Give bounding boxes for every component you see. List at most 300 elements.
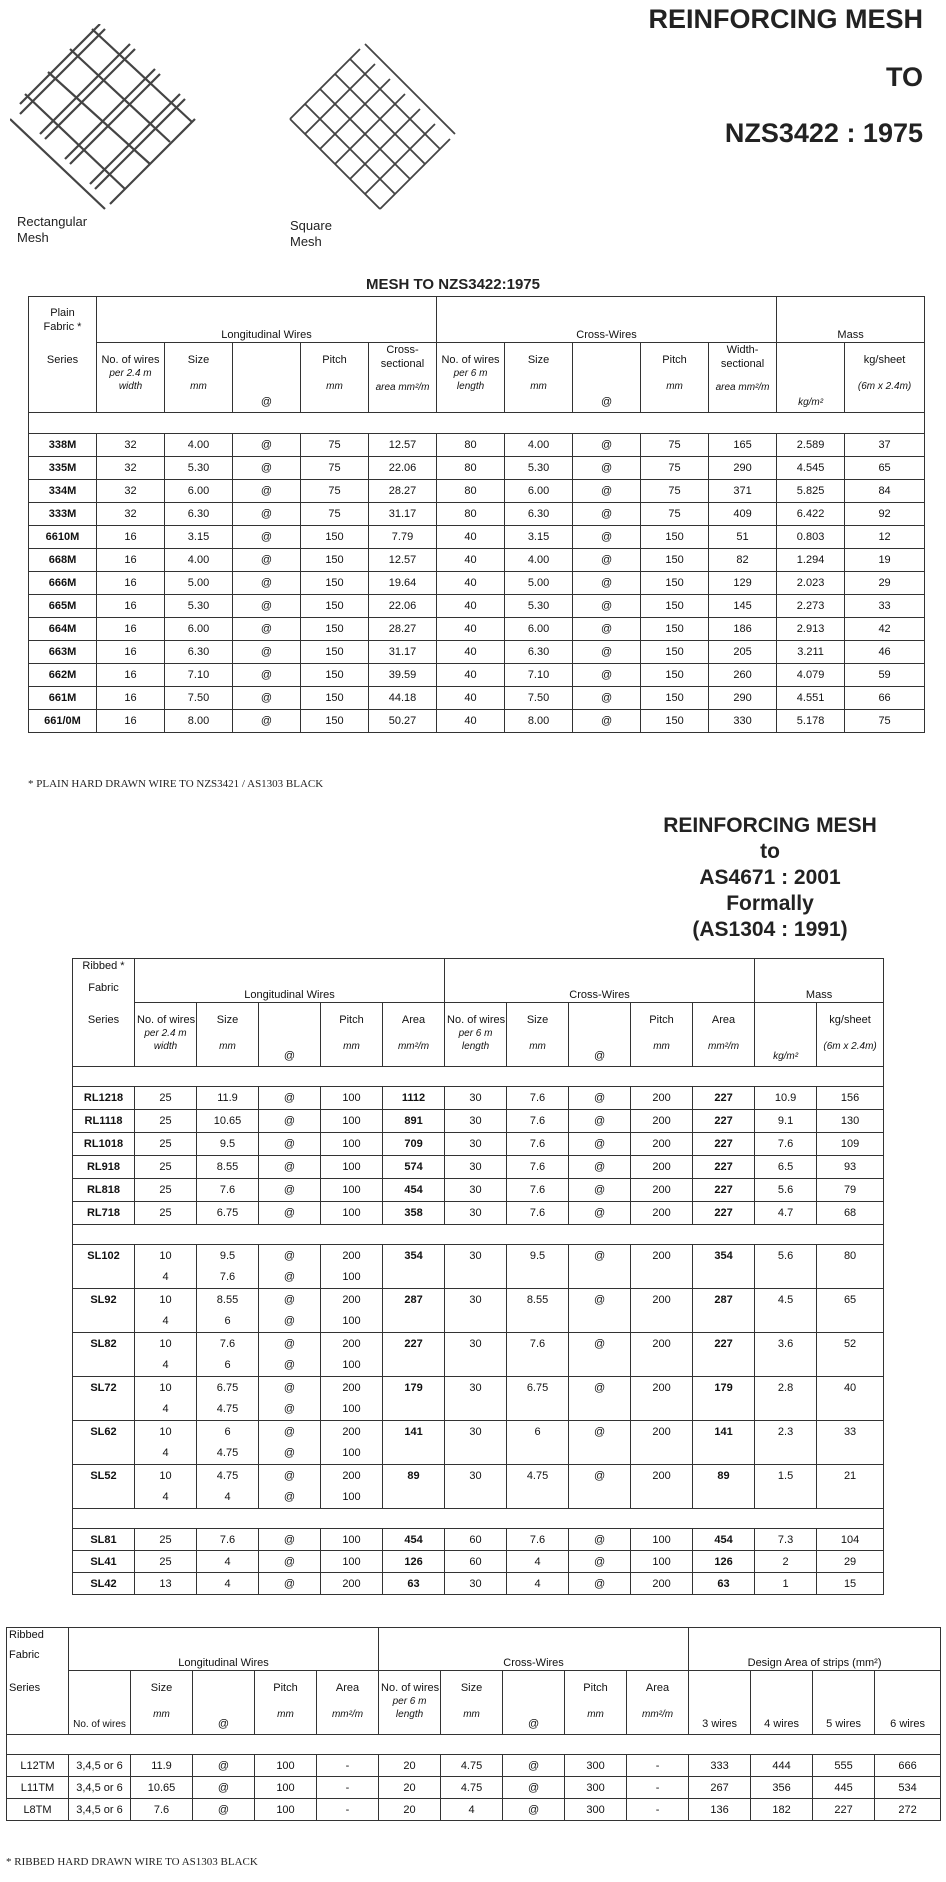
table1-header-row-2 (29, 343, 925, 413)
table-cell: 7.79 (369, 526, 437, 549)
table-cell: 10 (135, 1377, 197, 1399)
table-cell: 5.6 (755, 1179, 817, 1202)
table2-col-c-at: @ (569, 1003, 631, 1067)
table-cell: @ (259, 1529, 321, 1551)
table-cell: 30 (445, 1179, 507, 1202)
table-cell: 150 (301, 549, 369, 572)
table-row (73, 1421, 884, 1443)
table3-col-d3: 3 wires (689, 1671, 751, 1735)
table-cell: @ (193, 1799, 255, 1821)
table-cell: 40 (437, 572, 505, 595)
table-cell: @ (569, 1133, 631, 1156)
table3-series-header: Ribbed Fabric (7, 1628, 69, 1671)
table-cell: 165 (709, 434, 777, 457)
table-row (29, 457, 925, 480)
table-cell: 93 (817, 1156, 884, 1179)
table-cell: 6.30 (505, 641, 573, 664)
table-row (73, 1573, 884, 1595)
table-cell: 28.27 (369, 480, 437, 503)
table-cell: 12 (845, 526, 925, 549)
table-cell: 6.75 (197, 1377, 259, 1399)
table3-col-d4: 4 wires (751, 1671, 813, 1735)
table-cell: 20 (379, 1799, 441, 1821)
table-row (73, 1333, 884, 1355)
table-cell (755, 1355, 817, 1377)
table-cell: 5.825 (777, 480, 845, 503)
series-cell: SL62 (73, 1421, 135, 1443)
table-cell: 200 (631, 1133, 693, 1156)
table2-series-label: Series (73, 1003, 135, 1067)
table-cell: @ (503, 1755, 565, 1777)
table-cell: 150 (301, 664, 369, 687)
table2-col-c-no: No. of wires per 6 m length (445, 1003, 507, 1067)
table-cell (383, 1487, 445, 1509)
table-cell: 4.75 (507, 1465, 569, 1487)
table-cell: 4.00 (165, 549, 233, 572)
table-cell: @ (573, 549, 641, 572)
table-cell: 2.023 (777, 572, 845, 595)
table2-sl-group (73, 1245, 884, 1509)
table-cell: 227 (693, 1156, 755, 1179)
table-cell: 52 (817, 1333, 884, 1355)
table-cell: @ (573, 641, 641, 664)
table-cell: 200 (321, 1573, 383, 1595)
table-row (7, 1799, 941, 1821)
table-cell: 30 (445, 1573, 507, 1595)
table-cell: @ (259, 1156, 321, 1179)
table-cell: @ (259, 1202, 321, 1225)
table2-col-l-area: Area mm²/m (383, 1003, 445, 1067)
table-cell: 20 (379, 1777, 441, 1799)
table-cell: 16 (97, 572, 165, 595)
table2-rl-group (73, 1087, 884, 1225)
table2-col-l-pitch: Pitch mm (321, 1003, 383, 1067)
table2-separator-1 (73, 1067, 884, 1087)
table-row (29, 595, 925, 618)
table2-col-l-no: No. of wires per 2.4 m width (135, 1003, 197, 1067)
table-cell: 29 (845, 572, 925, 595)
table3-col-l-size: Size mm (131, 1671, 193, 1735)
table-cell: 4.5 (755, 1289, 817, 1311)
table-cell: 25 (135, 1179, 197, 1202)
table2-col-c-area: Area mm²/m (693, 1003, 755, 1067)
table-cell: @ (233, 664, 301, 687)
table-cell (383, 1355, 445, 1377)
table-cell: 6.5 (755, 1156, 817, 1179)
page-title-line-1: REINFORCING MESH (648, 4, 923, 34)
table-cell: 4 (135, 1443, 197, 1465)
table2-col-c-size: Size mm (507, 1003, 569, 1067)
table-cell: 30 (445, 1156, 507, 1179)
table2-sl2-group (73, 1529, 884, 1595)
table-cell (817, 1443, 884, 1465)
table-cell: 454 (383, 1179, 445, 1202)
table-cell: 200 (631, 1377, 693, 1399)
table-cell: 60 (445, 1529, 507, 1551)
table-row (73, 1156, 884, 1179)
table-cell: 31.17 (369, 641, 437, 664)
table-cell: 100 (321, 1267, 383, 1289)
table-cell (445, 1399, 507, 1421)
table-cell: 10.65 (131, 1777, 193, 1799)
table-cell: 9.1 (755, 1110, 817, 1133)
table-cell: 100 (321, 1399, 383, 1421)
table-row (29, 641, 925, 664)
table-cell: 4.545 (777, 457, 845, 480)
table-cell: @ (569, 1421, 631, 1443)
table-cell: @ (569, 1551, 631, 1573)
table-cell: 8.55 (507, 1289, 569, 1311)
table-cell: 80 (437, 503, 505, 526)
table-cell: 32 (97, 434, 165, 457)
table2-separator-3 (73, 1509, 884, 1529)
table-cell: 25 (135, 1529, 197, 1551)
table-cell: 7.6 (507, 1202, 569, 1225)
table-cell: 75 (641, 434, 709, 457)
series-cell: SL72 (73, 1377, 135, 1399)
table-cell: 267 (689, 1777, 751, 1799)
series-cell: 333M (29, 503, 97, 526)
series-cell: RL718 (73, 1202, 135, 1225)
table-cell: 5.6 (755, 1245, 817, 1267)
table-cell: 150 (301, 641, 369, 664)
table-cell: 100 (321, 1551, 383, 1573)
series-cell: SL102 (73, 1245, 135, 1267)
table-cell: 31.17 (369, 503, 437, 526)
table3-col-c-at: @ (503, 1671, 565, 1735)
table-cell: 200 (321, 1333, 383, 1355)
table-cell: 0.803 (777, 526, 845, 549)
table3-series-label: Series (7, 1671, 69, 1735)
section2-title-line-5: (AS1304 : 1991) (692, 918, 848, 941)
table-cell: 4.75 (441, 1755, 503, 1777)
table-row (29, 526, 925, 549)
table-cell: 25 (135, 1551, 197, 1573)
table-cell: 82 (709, 549, 777, 572)
table-cell: @ (573, 687, 641, 710)
table-cell: 3,4,5 or 6 (69, 1755, 131, 1777)
table-cell: 150 (641, 572, 709, 595)
table-cell: @ (259, 1267, 321, 1289)
table-cell: 80 (817, 1245, 884, 1267)
table-cell: 6.422 (777, 503, 845, 526)
table-cell: @ (573, 664, 641, 687)
series-cell-cont (73, 1311, 135, 1333)
table-cell (569, 1311, 631, 1333)
table-cell: 104 (817, 1529, 884, 1551)
table-cell: 75 (641, 503, 709, 526)
table-row (73, 1377, 884, 1399)
table-cell: 300 (565, 1799, 627, 1821)
series-cell: RL1118 (73, 1110, 135, 1133)
series-cell: 338M (29, 434, 97, 457)
table-cell: 37 (845, 434, 925, 457)
table-cell: 287 (383, 1289, 445, 1311)
table-cell: @ (573, 595, 641, 618)
table-cell: 16 (97, 687, 165, 710)
series-cell: L11TM (7, 1777, 69, 1799)
table-cell: 13 (135, 1573, 197, 1595)
table-cell: 68 (817, 1202, 884, 1225)
table-cell: 80 (437, 434, 505, 457)
table3-col-c-area: Area mm²/m (627, 1671, 689, 1735)
table-cell (507, 1399, 569, 1421)
table-cell: 4.75 (441, 1777, 503, 1799)
table-cell (693, 1311, 755, 1333)
table-cell: 65 (845, 457, 925, 480)
table-cell: @ (233, 503, 301, 526)
section2-title-line-2: to (760, 840, 780, 863)
table-cell: 300 (565, 1755, 627, 1777)
table-cell: @ (569, 1529, 631, 1551)
table-cell: 227 (693, 1179, 755, 1202)
table-cell: 200 (631, 1465, 693, 1487)
table-row (73, 1202, 884, 1225)
table-cell: 7.50 (165, 687, 233, 710)
series-cell-cont (73, 1399, 135, 1421)
table1-header-row-1 (29, 297, 925, 343)
table-cell: 200 (631, 1289, 693, 1311)
table-cell (817, 1267, 884, 1289)
series-cell: 335M (29, 457, 97, 480)
table-row-sub (73, 1443, 884, 1465)
table2-col-m-kgm2: kg/m² (755, 1003, 817, 1067)
table-cell: 3.15 (165, 526, 233, 549)
table-cell: 666 (875, 1755, 941, 1777)
table-cell: 5.30 (165, 457, 233, 480)
table-cell: 100 (255, 1799, 317, 1821)
table-cell: 6 (197, 1311, 259, 1333)
table-cell: 30 (445, 1289, 507, 1311)
table-cell: 40 (437, 618, 505, 641)
table-cell: 4.75 (197, 1399, 259, 1421)
section2-title-line-4: Formally (726, 892, 814, 915)
table-cell: 40 (437, 526, 505, 549)
table3 (6, 1627, 941, 1821)
table-cell: 65 (817, 1289, 884, 1311)
table-cell: @ (233, 526, 301, 549)
table-cell: 574 (383, 1156, 445, 1179)
table-cell (507, 1311, 569, 1333)
table-cell: 16 (97, 664, 165, 687)
longitudinal-wires-header: Longitudinal Wires (97, 297, 437, 343)
table2-series-header: Ribbed * Fabric (73, 959, 135, 1003)
table-cell: 33 (817, 1421, 884, 1443)
table-cell: 25 (135, 1156, 197, 1179)
table-cell: @ (569, 1289, 631, 1311)
table-cell: 3.6 (755, 1333, 817, 1355)
table-cell: @ (233, 572, 301, 595)
table-cell: 150 (641, 526, 709, 549)
table-cell: 40 (437, 710, 505, 733)
table-cell (755, 1311, 817, 1333)
table-cell: 10 (135, 1289, 197, 1311)
table-cell (445, 1443, 507, 1465)
table-cell: 30 (445, 1465, 507, 1487)
table-row-sub (73, 1267, 884, 1289)
col-m-kgsheet: kg/sheet (6m x 2.4m) (845, 343, 925, 413)
table-cell: 2.913 (777, 618, 845, 641)
table-cell: 150 (301, 618, 369, 641)
table-cell: @ (259, 1465, 321, 1487)
table-cell: - (317, 1799, 379, 1821)
table-row (29, 710, 925, 733)
series-header: Plain Fabric * (29, 297, 97, 343)
table-cell: 15 (817, 1573, 884, 1595)
table-cell: 4 (197, 1551, 259, 1573)
table-cell: @ (503, 1799, 565, 1821)
table-cell: 75 (301, 434, 369, 457)
table-row-sub (73, 1399, 884, 1421)
table-cell: 891 (383, 1110, 445, 1133)
table-cell: 227 (813, 1799, 875, 1821)
table-cell: 5.30 (505, 457, 573, 480)
table-cell: 84 (845, 480, 925, 503)
table-cell: @ (233, 457, 301, 480)
table-cell: 4 (507, 1573, 569, 1595)
table-cell: 89 (383, 1465, 445, 1487)
table-cell: 30 (445, 1202, 507, 1225)
series-cell: 664M (29, 618, 97, 641)
table-cell: 126 (693, 1551, 755, 1573)
table-cell: @ (573, 710, 641, 733)
table-cell: 409 (709, 503, 777, 526)
table-cell: 92 (845, 503, 925, 526)
table-cell: @ (569, 1110, 631, 1133)
table-cell: @ (233, 641, 301, 664)
table-cell: 6.75 (507, 1377, 569, 1399)
table-row (29, 687, 925, 710)
series-cell: 6610M (29, 526, 97, 549)
section2-title-line-3: AS4671 : 2001 (699, 866, 841, 889)
table-cell: @ (233, 480, 301, 503)
series-cell: SL41 (73, 1551, 135, 1573)
col-c-at: @ (573, 343, 641, 413)
table-row (73, 1529, 884, 1551)
table-cell: 4 (197, 1573, 259, 1595)
table-cell: 8.00 (505, 710, 573, 733)
table-cell: @ (259, 1245, 321, 1267)
table-cell: 287 (693, 1289, 755, 1311)
table-row (73, 1087, 884, 1110)
table-cell: 4.551 (777, 687, 845, 710)
table-cell (383, 1311, 445, 1333)
table-cell: @ (569, 1179, 631, 1202)
table-cell: @ (569, 1245, 631, 1267)
table-cell: 10.65 (197, 1110, 259, 1133)
table-cell: 3.15 (505, 526, 573, 549)
series-cell: SL92 (73, 1289, 135, 1311)
table-cell: 5.178 (777, 710, 845, 733)
table-cell: @ (573, 503, 641, 526)
table-cell: 42 (845, 618, 925, 641)
table-cell: 371 (709, 480, 777, 503)
table-cell: @ (259, 1421, 321, 1443)
table-cell: 6 (507, 1421, 569, 1443)
table3-col-d6: 6 wires (875, 1671, 941, 1735)
table-cell: 100 (321, 1110, 383, 1133)
series-cell: RL1018 (73, 1133, 135, 1156)
table-cell: 7.6 (131, 1799, 193, 1821)
table-cell: 534 (875, 1777, 941, 1799)
table-row (29, 480, 925, 503)
table-cell: @ (259, 1333, 321, 1355)
table-cell (507, 1355, 569, 1377)
table-cell: 3,4,5 or 6 (69, 1777, 131, 1799)
table-cell: 150 (641, 664, 709, 687)
table-cell: 30 (445, 1110, 507, 1133)
table-cell: 141 (693, 1421, 755, 1443)
table-cell: 6.00 (505, 480, 573, 503)
table-row-sub (73, 1311, 884, 1333)
series-cell: 334M (29, 480, 97, 503)
table-row (73, 1551, 884, 1573)
table-cell: @ (233, 434, 301, 457)
table-cell: 3,4,5 or 6 (69, 1799, 131, 1821)
table-cell: 80 (437, 480, 505, 503)
table-cell (631, 1443, 693, 1465)
table-cell: 1.294 (777, 549, 845, 572)
table-cell: 7.6 (507, 1087, 569, 1110)
table-cell: @ (233, 549, 301, 572)
table-cell (569, 1267, 631, 1289)
square-mesh-icon (285, 24, 475, 214)
table-cell: 25 (135, 1133, 197, 1156)
table-cell: 150 (301, 572, 369, 595)
table-cell: @ (573, 457, 641, 480)
cross-wires-header: Cross-Wires (437, 297, 777, 343)
table-cell: 354 (693, 1245, 755, 1267)
series-cell-cont (73, 1443, 135, 1465)
table-cell (631, 1399, 693, 1421)
table-cell: 200 (321, 1465, 383, 1487)
table3-body (7, 1755, 941, 1821)
col-l-no: No. of wires per 2.4 m width (97, 343, 165, 413)
table-cell: - (627, 1755, 689, 1777)
table-cell: 179 (693, 1377, 755, 1399)
table3-col-d5: 5 wires (813, 1671, 875, 1735)
table-cell (631, 1487, 693, 1509)
table-cell: 16 (97, 618, 165, 641)
table-cell: 25 (135, 1110, 197, 1133)
table2-cross-header: Cross-Wires (445, 959, 755, 1003)
table-cell: 7.6 (507, 1156, 569, 1179)
table-cell (693, 1355, 755, 1377)
col-c-area: Width- sectional area mm²/m (709, 343, 777, 413)
table-cell: 16 (97, 526, 165, 549)
table-cell: 30 (445, 1087, 507, 1110)
table-cell: 16 (97, 549, 165, 572)
table-cell: 130 (817, 1110, 884, 1133)
table-cell (693, 1487, 755, 1509)
table1-footnote: * PLAIN HARD DRAWN WIRE TO NZS3421 / AS1303 BLACK (28, 778, 324, 790)
table-cell: 4 (135, 1267, 197, 1289)
table-cell: 186 (709, 618, 777, 641)
table-cell (445, 1311, 507, 1333)
table-cell: 30 (445, 1245, 507, 1267)
table-cell: 5.30 (165, 595, 233, 618)
table-cell: 40 (437, 687, 505, 710)
table-cell: 126 (383, 1551, 445, 1573)
table-cell: 19.64 (369, 572, 437, 595)
table-cell: 51 (709, 526, 777, 549)
table-cell: 2.8 (755, 1377, 817, 1399)
table-cell: 7.6 (507, 1529, 569, 1551)
table-cell: 100 (321, 1487, 383, 1509)
table-cell: 7.6 (507, 1179, 569, 1202)
table-cell: 8.00 (165, 710, 233, 733)
col-l-pitch: Pitch mm (301, 343, 369, 413)
